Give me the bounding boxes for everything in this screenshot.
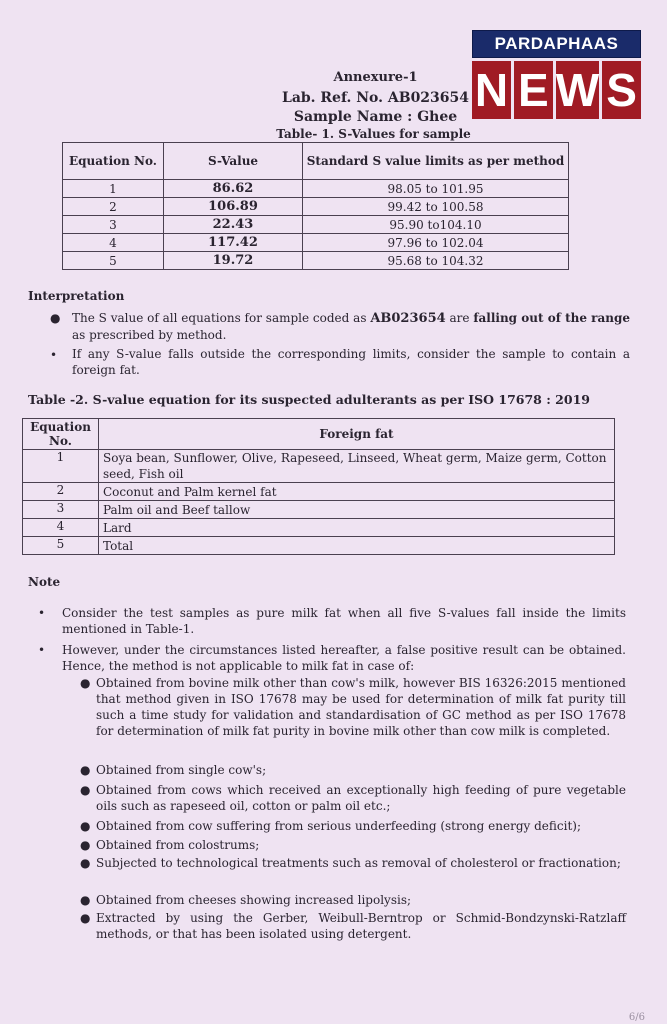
bullet-dot-icon: ● — [80, 838, 91, 852]
col-equation-no: Equation No. — [23, 419, 99, 450]
cell-eq: 2 — [63, 198, 164, 216]
s-values-table — [62, 142, 569, 270]
col-equation-no: Equation No. — [63, 143, 164, 180]
col-limits: Standard S value limits as per method — [303, 143, 569, 180]
cell-fat: Palm oil and Beef tallow — [99, 501, 615, 519]
bullet-dot-icon: ● — [80, 819, 91, 833]
sample-code: AB023654 — [370, 311, 446, 326]
logo-letter: N — [472, 61, 511, 119]
bullet-dot-icon: ● — [80, 783, 91, 797]
note-sub-item: Obtained from cow suffering from serious underfeeding (strong energy deficit); — [96, 819, 582, 833]
cell-s-value: 106.89 — [164, 198, 303, 216]
bullet-dot-icon: ● — [50, 311, 61, 325]
page-number: 6/6 — [628, 1012, 645, 1023]
cell-eq: 4 — [23, 519, 99, 537]
cell-limit: 95.90 to104.10 — [303, 216, 569, 234]
logo-letter: E — [514, 61, 553, 119]
cell-eq: 3 — [23, 501, 99, 519]
table-row — [63, 234, 569, 252]
interp-text: The S value of all equations for sample coded as — [72, 311, 371, 325]
cell-eq: 1 — [23, 450, 99, 483]
adulterants-table — [22, 418, 615, 555]
note-sub-item: Subjected to technological treatments such as removal of cholesterol or fractionation; — [96, 856, 621, 870]
cell-eq: 3 — [63, 216, 164, 234]
interpretation-heading: Interpretation — [28, 289, 125, 303]
cell-fat: Coconut and Palm kernel fat — [99, 483, 615, 501]
bullet-dot-icon: ● — [80, 911, 91, 925]
cell-eq: 5 — [63, 252, 164, 270]
col-s-value: S-Value — [164, 143, 303, 180]
logo-letter: W — [556, 61, 599, 119]
cell-eq: 5 — [23, 537, 99, 555]
cell-eq: 1 — [63, 180, 164, 198]
interp-text: are — [445, 311, 474, 325]
table-row — [23, 519, 615, 537]
table-row — [23, 501, 615, 519]
sample-name: Sample Name : Ghee — [293, 109, 458, 125]
table1-title: Table- 1. S-Values for sample — [276, 127, 471, 141]
bullet-dot-icon: ● — [80, 676, 91, 690]
note-point-2: However, under the circumstances listed hereafter, a false positive result can be obtained. Hence, the method is not applicable to milk fat in case of: — [62, 643, 626, 673]
cell-s-value: 22.43 — [164, 216, 303, 234]
note-sub-item: Obtained from bovine milk other than cow's milk, however BIS 16326:2015 mentioned that method given in ISO 17678 may be used for determination of milk fat purity till such a time study for validation and standardisation of GC method as per ISO 17678 for determination of milk fat purity in bovine milk other than cow milk is completed. — [96, 676, 626, 738]
cell-limit: 97.96 to 102.04 — [303, 234, 569, 252]
col-foreign-fat: Foreign fat — [99, 419, 615, 450]
interpretation-point-1 — [72, 310, 630, 343]
note-sub-item: Obtained from cheeses showing increased lipolysis; — [96, 893, 412, 907]
table-row — [23, 537, 615, 555]
note-heading: Note — [28, 575, 61, 589]
cell-limit: 95.68 to 104.32 — [303, 252, 569, 270]
note-sub-item: Obtained from cows which received an exceptionally high feeding of pure vegetable oils such as rapeseed oil, cotton or palm oil etc.; — [96, 783, 626, 813]
cell-eq: 4 — [63, 234, 164, 252]
table-row — [63, 216, 569, 234]
bullet-dot-icon: • — [38, 643, 46, 657]
table-row — [63, 180, 569, 198]
bullet-dot-icon: ● — [80, 893, 91, 907]
note-sub-item: Extracted by using the Gerber, Weibull-Berntrop or Schmid-Bondzynski-Ratzlaff methods, or that has been isolated using detergent. — [96, 911, 626, 941]
cell-fat: Total — [99, 537, 615, 555]
bullet-dot-icon: ● — [80, 763, 91, 777]
table-row — [63, 198, 569, 216]
bullet-dot-icon: • — [38, 606, 46, 620]
table-row — [23, 483, 615, 501]
cell-s-value: 117.42 — [164, 234, 303, 252]
bullet-dot-icon: • — [50, 348, 58, 362]
table2-title: Table -2. S-value equation for its suspected adulterants as per ISO 17678 : 2019 — [28, 392, 590, 407]
note-sub-item: Obtained from colostrums; — [96, 838, 260, 852]
note-sub-item: Obtained from single cow's; — [96, 763, 267, 777]
table-row — [63, 252, 569, 270]
table-row — [23, 450, 615, 483]
interp-text: as prescribed by method. — [72, 328, 227, 342]
logo-letter: S — [602, 61, 641, 119]
cell-limit: 98.05 to 101.95 — [303, 180, 569, 198]
note-point-1: Consider the test samples as pure milk fat when all five S-values fall inside the limits mentioned in Table-1. — [62, 606, 626, 636]
interp-bold-text: falling out of the range — [473, 311, 631, 325]
cell-limit: 99.42 to 100.58 — [303, 198, 569, 216]
bullet-dot-icon: ● — [80, 856, 91, 870]
cell-s-value: 86.62 — [164, 180, 303, 198]
interpretation-point-2: If any S-value falls outside the corresponding limits, consider the sample to contain a foreign fat. — [72, 347, 630, 377]
cell-s-value: 19.72 — [164, 252, 303, 270]
table-header-row — [23, 419, 615, 450]
cell-eq: 2 — [23, 483, 99, 501]
table-header-row — [63, 143, 569, 180]
annexure-title: Annexure-1 — [333, 70, 418, 85]
lab-ref-number: Lab. Ref. No. AB023654 — [281, 90, 470, 106]
cell-fat: Lard — [99, 519, 615, 537]
logo-top-text: PARDAPHAAS — [472, 30, 641, 58]
cell-fat: Soya bean, Sunflower, Olive, Rapeseed, Linseed, Wheat germ, Maize germ, Cotton seed, Fish oil — [99, 450, 615, 483]
